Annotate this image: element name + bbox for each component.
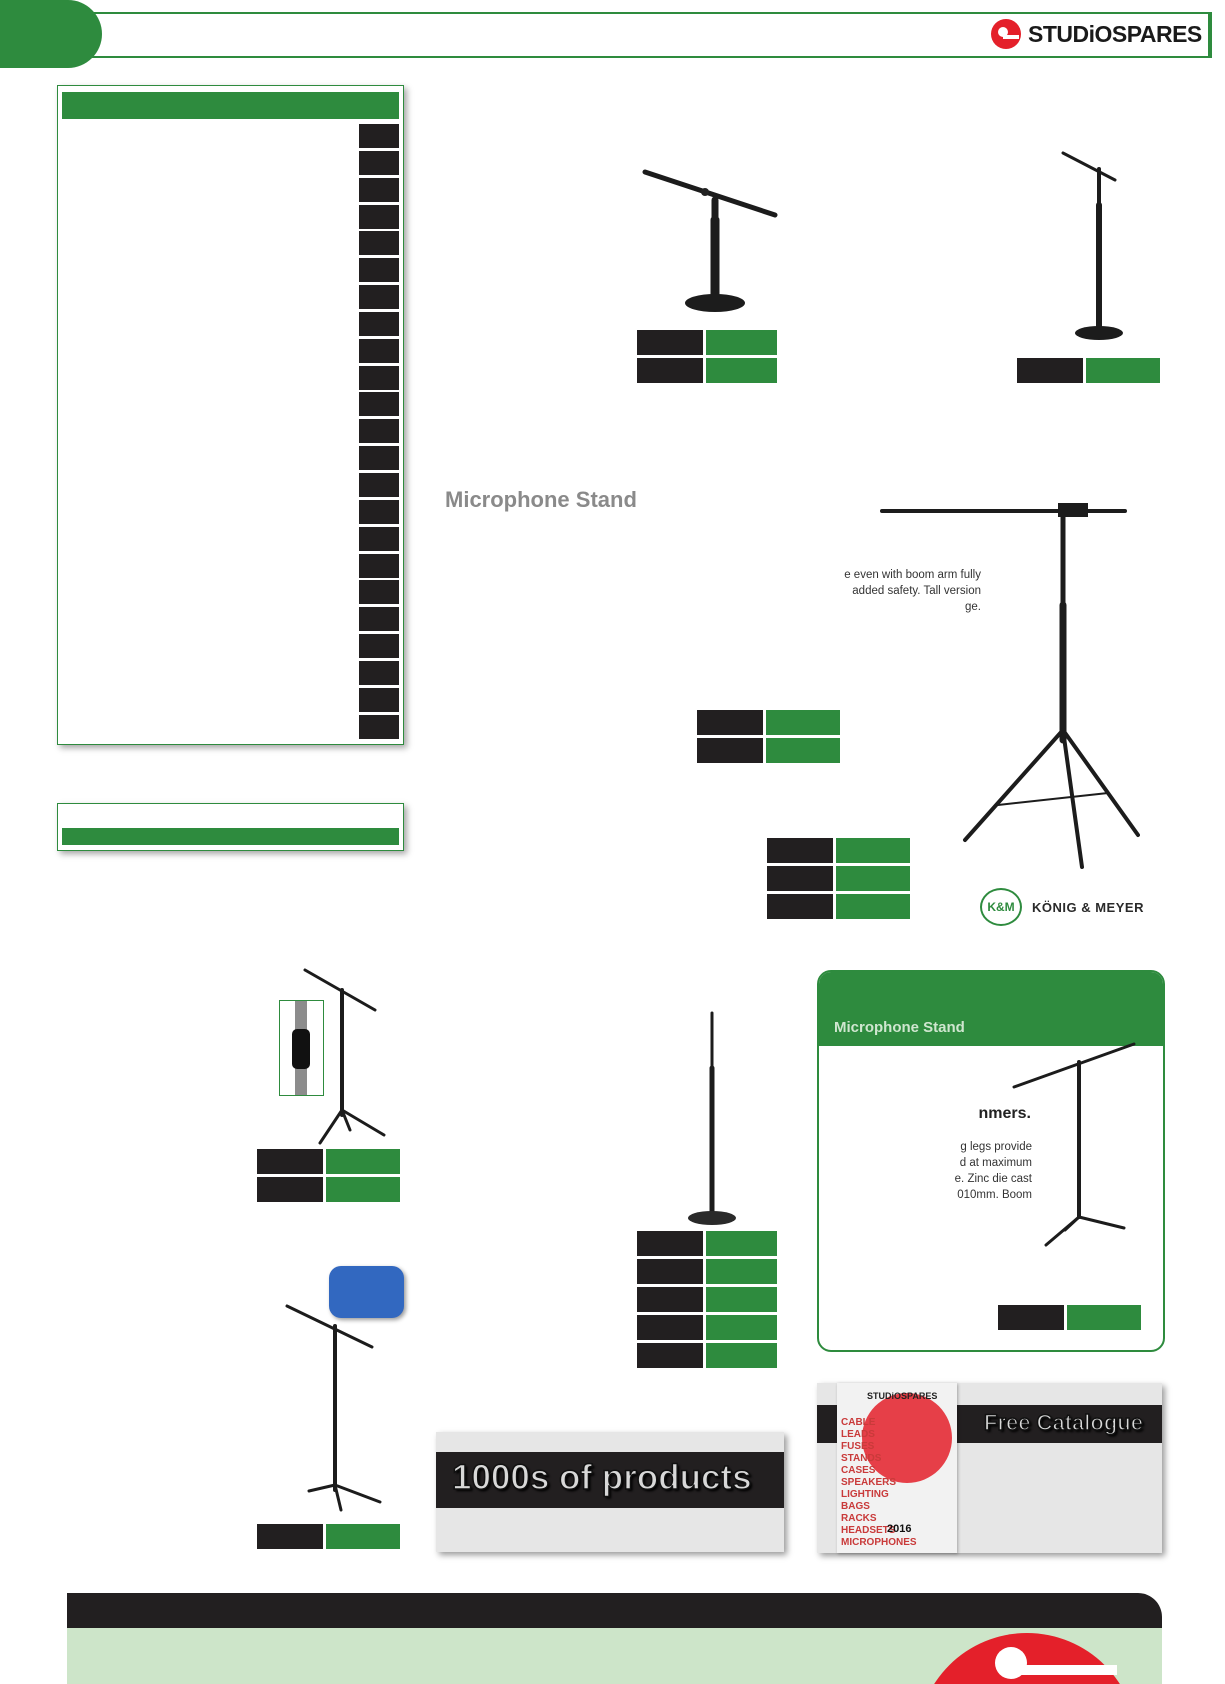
microphone-stand-description: e even with boom arm fully added safety. Tall version ge. [844,569,981,613]
catalogue-word: CABLE [841,1417,876,1428]
catalogue-word: LIGHTING [841,1489,889,1500]
table-code-cell [359,392,399,416]
catalogue-word: BAGS [841,1501,870,1512]
footer-bar [67,1593,1162,1628]
table-code-cell [359,634,399,658]
table-code-cell [359,151,399,175]
tall-tripod-stand-image [280,1300,390,1515]
table-code-cell [359,446,399,470]
table-code-cell [359,661,399,685]
round-base-price-table [1017,358,1160,386]
table-code-cell [359,688,399,712]
straight-round-base-stand-image [680,1008,750,1228]
tall-tripod-price-table [257,1524,400,1552]
info-box-bar [62,828,399,845]
short-boom-stand-image [635,160,785,320]
table-code-cell [359,231,399,255]
catalogue-promo[interactable] [817,1383,1162,1553]
table-code-cell [359,205,399,229]
featured-stand-price-table [998,1305,1141,1333]
table-code-cell [359,366,399,390]
table-code-cell [359,124,399,148]
catalogue-word: STANDS [841,1453,882,1464]
table-code-cell [359,285,399,309]
short-boom-price-table [637,330,777,386]
table-header [62,92,399,119]
table-code-cell [359,580,399,604]
price-list-table [57,85,404,745]
table-code-cell [359,419,399,443]
tripod-boom-stand-image [300,965,400,1145]
table-code-cell [359,500,399,524]
tall-tripod-boom-stand-image [870,495,1140,875]
catalogue-word: MICROPHONES [841,1537,917,1548]
km-mark: K&M [980,888,1022,926]
info-box [57,803,404,851]
table-code-cell [359,607,399,631]
footer-logo-icon [897,1633,1157,1684]
featured-stand-box [817,970,1165,1352]
brand-name: STUDiOSPARES [1028,20,1202,47]
table-code-cell [359,339,399,363]
km-logo [980,888,1144,926]
tripod-boom-price-table [257,1149,400,1205]
catalogue-cover: STUDiOSPARES CABLE LEADS FUSES STANDS CASES SPEAKERS LIGHTING BAGS RACKS HEADSETS MICROPHONES 2016 [837,1383,957,1553]
microphone-stand-title: Microphone Stand [445,487,637,512]
round-base-boom-stand-image [1055,145,1155,345]
table-code-cell [359,715,399,739]
straight-stand-price-table [637,1231,777,1371]
featured-stand-heading: nmers. [978,1105,1031,1122]
footer [67,1593,1162,1684]
featured-stand-description: g legs provide d at maximum e. Zinc die cast 010mm. Boom [954,1141,1032,1201]
catalogue-word: LEADS [841,1429,875,1440]
featured-stand-title: Microphone Stand [834,1019,965,1036]
catalogue-word: RACKS [841,1513,877,1524]
catalogue-word: FUSES [841,1441,875,1452]
catalogue-promo-text: Free Catalogue [984,1410,1143,1435]
table-code-cell [359,178,399,202]
table-code-cell [359,473,399,497]
table-code-cell [359,527,399,551]
products-promo-text: 1000s of products [452,1458,752,1497]
catalogue-word: SPEAKERS [841,1477,897,1488]
table-code-cell [359,258,399,282]
studiospares-logo-icon [990,18,1022,50]
table-code-cell [359,312,399,336]
microphone-stand-price-table-b [767,838,910,922]
catalogue-word: CASES [841,1465,876,1476]
brand-logo [990,18,1202,50]
table-code-column [359,124,399,741]
products-promo[interactable] [436,1432,784,1552]
catalogue-word: HEADSETS [841,1525,896,1536]
header-divider [1208,12,1210,56]
km-name: KÖNIG & MEYER [1032,899,1144,915]
microphone-stand-price-table-a [697,710,840,766]
featured-tripod-stand-image [1009,1032,1159,1257]
table-code-cell [359,554,399,578]
